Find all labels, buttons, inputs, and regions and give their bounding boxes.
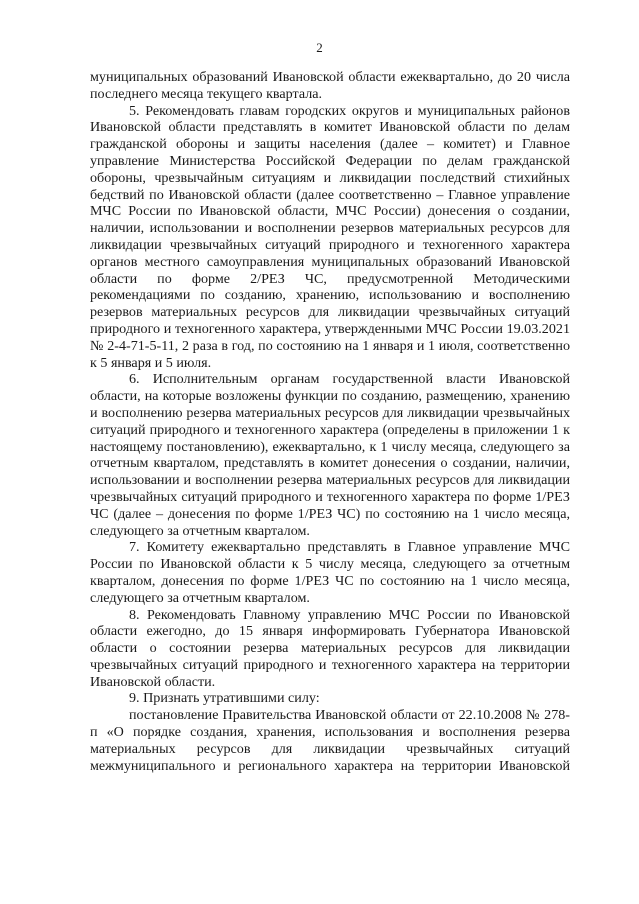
paragraph-repealed-act: постановление Правительства Ивановской области от 22.10.2008 № 278-п «О порядке создания, хранения, использования и восполнения резерва материальных ресурсов для ликвидации чрезвычайных ситуаций межмуниципального и регионального характера на территории Ивановской [90, 707, 570, 774]
paragraph-continuation: муниципальных образований Ивановской области ежеквартально, до 20 числа последнего месяца текущего квартала. [90, 69, 570, 102]
paragraph-item-5: 5. Рекомендовать главам городских округов и муниципальных районов Ивановской области представлять в комитет Ивановской области по делам гражданской обороны и защиты населения (далее – комитет) и Главное управление Министерства Российской Федерации по делам гражданской обороны, чрезвычайным ситуациям и ликвидации последствий стихийных бедствий по Ивановской области (далее соответственно – Главное управление МЧС России по Ивановской области, МЧС России) донесения о создании, наличии, использовании и восполнении резервов материальных ресурсов для ликвидации чрезвычайных ситуаций природного и техногенного характера органов местного самоуправления муниципальных образований Ивановской области по форме 2/РЕЗ ЧС, предусмотренной Методическими рекомендациями по созданию, хранению, использованию и восполнению резервов материальных ресурсов для ликвидации чрезвычайных ситуаций природного и техногенного характера, утвержденными МЧС России 19.03.2021 № 2-4-71-5-11, 2 раза в год, по состоянию на 1 января и 1 июля, соответственно к 5 января и 5 июля. [90, 102, 570, 371]
paragraph-item-6: 6. Исполнительным органам государственной власти Ивановской области, на которые возложены функции по созданию, размещению, хранению и восполнению резерва материальных ресурсов для ликвидации чрезвычайных ситуаций природного и техногенного характера (определены в приложении 1 к настоящему постановлению), ежеквартально, к 1 числу месяца, следующего за отчетным кварталом, представлять в комитет донесения о создании, наличии, использовании и восполнении резерва материальных ресурсов для ликвидации чрезвычайных ситуаций природного и техногенного характера по форме 1/РЕЗ ЧС (далее – донесения по форме 1/РЕЗ ЧС) по состоянию на 1 число месяца, следующего за отчетным кварталом. [90, 371, 570, 539]
paragraph-item-8: 8. Рекомендовать Главному управлению МЧС России по Ивановской области ежегодно, до 15 января информировать Губернатора Ивановской области о состоянии резерва материальных ресурсов для ликвидации чрезвычайных ситуаций природного и техногенного характера на территории Ивановской области. [90, 606, 570, 690]
paragraph-item-7: 7. Комитету ежеквартально представлять в Главное управление МЧС России по Ивановской области к 5 числу месяца, следующего за отчетным кварталом, донесения по форме 1/РЕЗ ЧС по состоянию на 1 число месяца, следующего за отчетным кварталом. [90, 539, 570, 606]
paragraph-item-9: 9. Признать утратившими силу: [129, 690, 320, 707]
page-number: 2 [316, 40, 323, 55]
document-body [90, 69, 570, 774]
